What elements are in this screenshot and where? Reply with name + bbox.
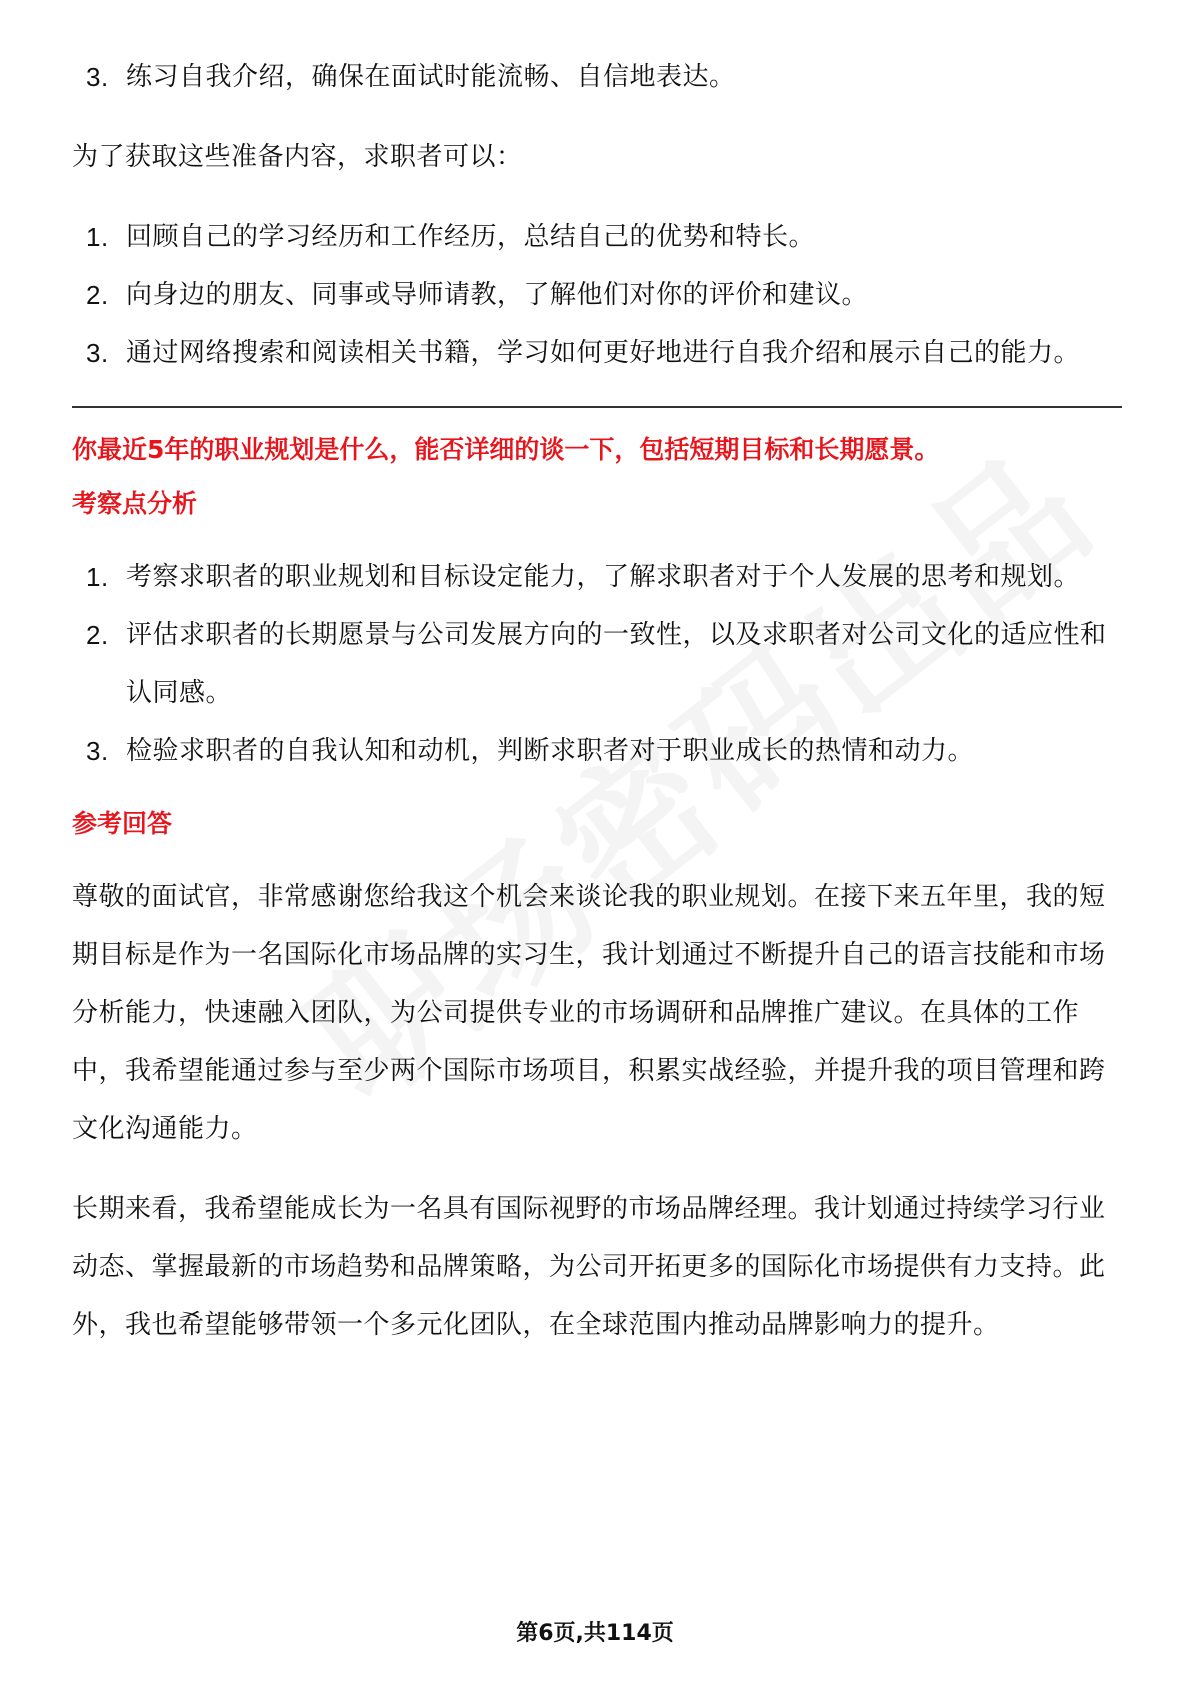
- top-list: [72, 48, 1122, 106]
- list-number: 3.: [86, 62, 109, 92]
- list-item: [72, 48, 1122, 106]
- intro-paragraph: 为了获取这些准备内容，求职者可以：: [72, 142, 523, 172]
- list-number: 2.: [86, 620, 109, 650]
- answer-heading: 参考回答: [72, 809, 173, 838]
- list-text: 检验求职者的自我认知和动机，判断求职者对于职业成长的热情和动力。: [126, 736, 975, 766]
- page-content: [72, 48, 1122, 1354]
- list-text: 向身边的朋友、同事或导师请教，了解他们对你的评价和建议。: [126, 280, 869, 310]
- question-title: 你最近5年的职业规划是什么，能否详细的谈一下，包括短期目标和长期愿景。: [72, 435, 940, 464]
- list-item: [72, 722, 1122, 780]
- list-text: 回顾自己的学习经历和工作经历，总结自己的优势和特长。: [126, 222, 816, 252]
- list-item: [72, 208, 1122, 266]
- list-item: [72, 548, 1122, 606]
- list-item: [72, 266, 1122, 324]
- analysis-heading: 考察点分析: [72, 489, 198, 518]
- list-number: 2.: [86, 280, 109, 310]
- list-number: 1.: [86, 222, 109, 252]
- list-text: 评估求职者的长期愿景与公司发展方向的一致性，以及求职者对公司文化的适应性和认同感。: [126, 620, 1107, 708]
- list-text: 考察求职者的职业规划和目标设定能力，了解求职者对于个人发展的思考和规划。: [126, 562, 1081, 592]
- page-footer: 第6页,共114页: [516, 1621, 674, 1646]
- prep-list: [72, 208, 1122, 382]
- list-number: 1.: [86, 562, 109, 592]
- section-divider: [72, 406, 1122, 408]
- list-item: [72, 606, 1122, 722]
- list-number: 3.: [86, 736, 109, 766]
- list-number: 3.: [86, 338, 109, 368]
- answer-paragraph: 长期来看，我希望能成长为一名具有国际视野的市场品牌经理。我计划通过持续学习行业动态、掌握最新的市场趋势和品牌策略，为公司开拓更多的国际化市场提供有力支持。此外，我也希望能够带领一个多元化团队，在全球范围内推动品牌影响力的提升。: [72, 1194, 1106, 1340]
- answer-paragraph: 尊敬的面试官，非常感谢您给我这个机会来谈论我的职业规划。在接下来五年里，我的短期目标是作为一名国际化市场品牌的实习生，我计划通过不断提升自己的语言技能和市场分析能力，快速融入团队，为公司提供专业的市场调研和品牌推广建议。在具体的工作中，我希望能通过参与至少两个国际市场项目，积累实战经验，并提升我的项目管理和跨文化沟通能力。: [72, 882, 1106, 1144]
- list-item: [72, 324, 1122, 382]
- list-text: 通过网络搜索和阅读相关书籍，学习如何更好地进行自我介绍和展示自己的能力。: [126, 338, 1081, 368]
- list-text: 练习自我介绍，确保在面试时能流畅、自信地表达。: [126, 62, 736, 92]
- analysis-list: [72, 548, 1122, 780]
